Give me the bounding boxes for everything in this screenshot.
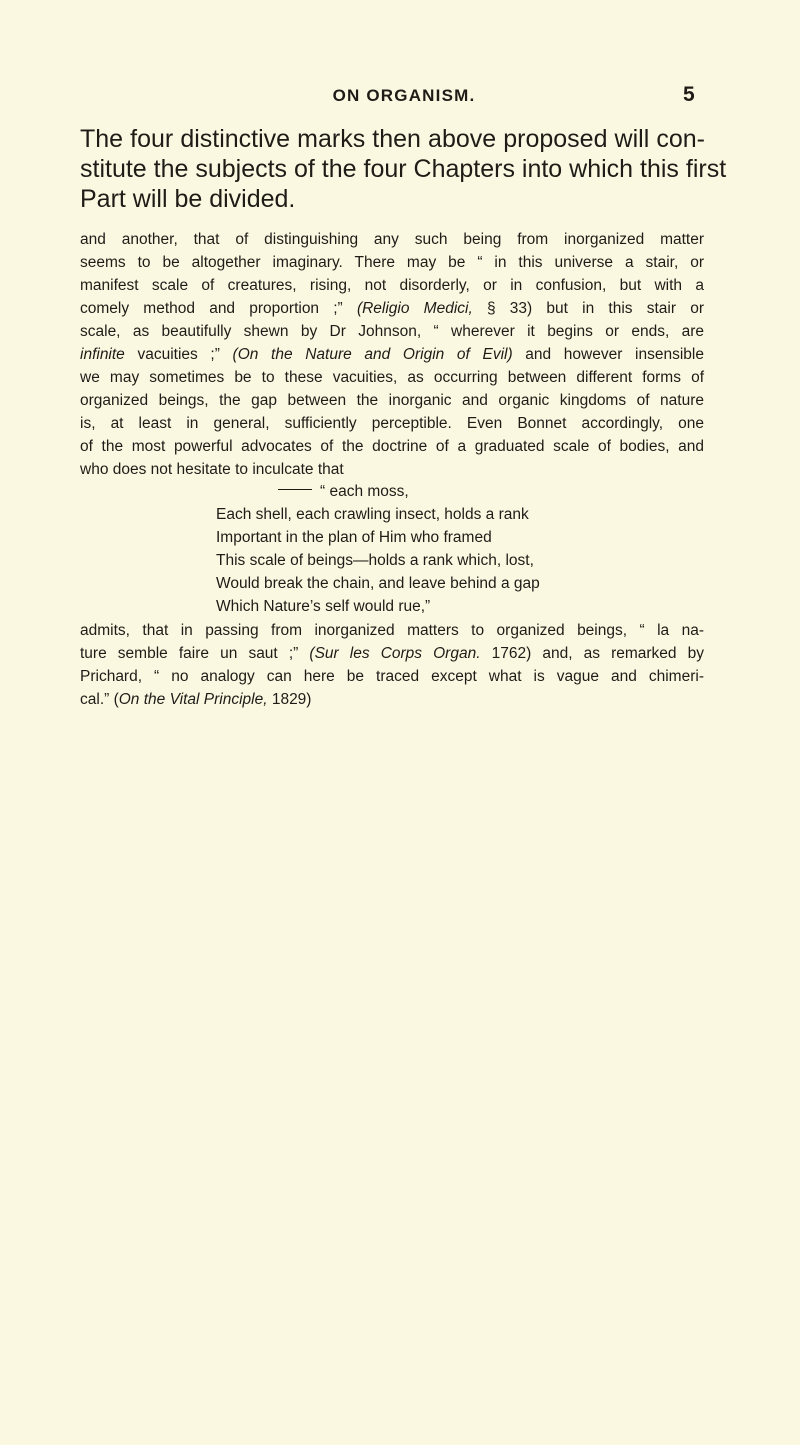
footnote-line bbox=[80, 297, 704, 320]
footnote-line: and another, that of distinguishing any such being from inorganized matter bbox=[80, 231, 704, 248]
footnote-line: who does not hesitate to inculcate that bbox=[80, 461, 344, 478]
footnote-line: manifest scale of creatures, rising, not disorderly, or in confusion, but with a bbox=[80, 277, 704, 294]
em-dash-rule bbox=[278, 489, 312, 490]
text-run: § 33) but in this stair or bbox=[472, 300, 705, 317]
running-title: ON ORGANISM. bbox=[332, 86, 476, 105]
verse-text: “ each moss, bbox=[320, 483, 409, 500]
footnote-paragraph bbox=[80, 228, 704, 481]
verse-line bbox=[216, 480, 656, 503]
footnote-line bbox=[80, 688, 704, 711]
text-run: ture semble faire un saut ;” bbox=[80, 645, 310, 662]
footnote-line: of the most powerful advocates of the doctrine of a graduated scale of bodies, and bbox=[80, 438, 704, 455]
citation-religio-medici: (Religio Medici, bbox=[356, 300, 473, 317]
footnote-continuation bbox=[80, 619, 704, 711]
text-run: 1762) and, as remarked by bbox=[480, 645, 704, 662]
verse-line: Important in the plan of Him who framed bbox=[216, 529, 492, 546]
footnote-line: seems to be altogether imaginary. There may be “ in this universe a stair, or bbox=[80, 254, 704, 271]
citation-sur-les-corps: (Sur les Corps Organ. bbox=[309, 645, 481, 662]
footnote-line bbox=[80, 642, 704, 665]
footnote-line: scale, as beautifully shewn by Dr Johnson, “ wherever it begins or ends, are bbox=[80, 323, 704, 340]
footnote-line: we may sometimes be to these vacuities, as occurring between different forms of bbox=[80, 369, 704, 386]
footnote-line bbox=[80, 343, 704, 366]
text-run: vacuities ;” bbox=[124, 346, 233, 363]
page-number: 5 bbox=[683, 83, 695, 106]
text-run: 1829) bbox=[267, 691, 312, 708]
italic-word: infinite bbox=[80, 346, 125, 363]
footnote-line: is, at least in general, sufficiently perceptible. Even Bonnet accordingly, one bbox=[80, 415, 704, 432]
lead-line: Part will be divided. bbox=[80, 185, 296, 213]
running-head bbox=[0, 83, 800, 110]
lead-line: The four distinctive marks then above proposed will con- bbox=[80, 125, 705, 153]
text-run: comely method and proportion ;” bbox=[80, 300, 357, 317]
verse-line: Each shell, each crawling insect, holds a rank bbox=[216, 506, 529, 523]
lead-line: stitute the subjects of the four Chapters into which this first bbox=[80, 155, 727, 183]
citation-origin-of-evil: (On the Nature and Origin of Evil) bbox=[232, 346, 513, 363]
lead-paragraph bbox=[80, 124, 727, 214]
text-run: cal.” ( bbox=[80, 691, 119, 708]
text-run: and however insensible bbox=[512, 346, 704, 363]
footnote-line: organized beings, the gap between the inorganic and organic kingdoms of nature bbox=[80, 392, 704, 409]
verse-line: Which Nature’s self would rue,” bbox=[216, 598, 431, 615]
verse-line: Would break the chain, and leave behind a gap bbox=[216, 575, 540, 592]
verse-line: This scale of beings—holds a rank which, lost, bbox=[216, 552, 534, 569]
citation-vital-principle: On the Vital Principle, bbox=[118, 691, 268, 708]
footnote-line: Prichard, “ no analogy can here be traced except what is vague and chimeri- bbox=[80, 668, 704, 685]
footnote-line: admits, that in passing from inorganized matters to organized beings, “ la na- bbox=[80, 622, 704, 639]
verse-quotation bbox=[216, 480, 656, 618]
